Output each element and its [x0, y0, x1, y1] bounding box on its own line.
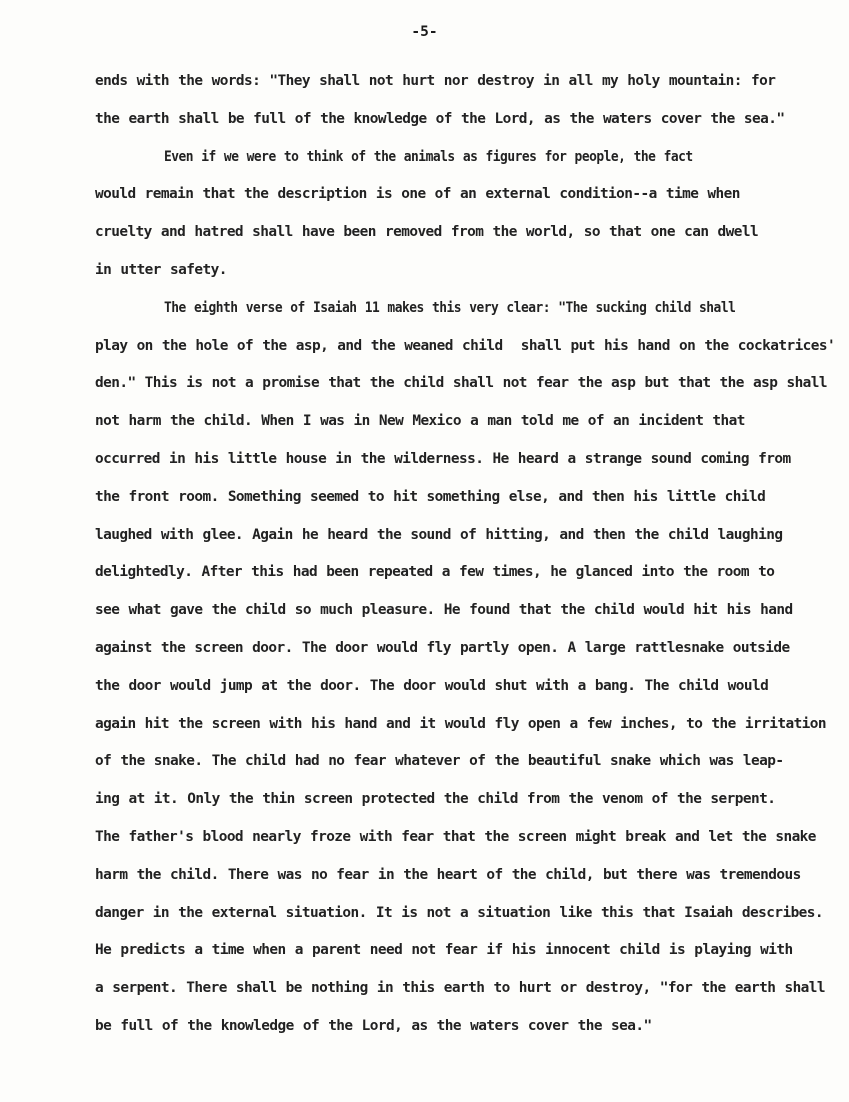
- text-line: ing at it. Only the thin screen protected the child from the venom of the serpent.: [95, 791, 776, 808]
- page-number: -5-: [411, 24, 438, 40]
- text-line: occurred in his little house in the wilderness. He heard a strange sound coming from: [95, 450, 791, 467]
- text-line: the front room. Something seemed to hit something else, and then his little child: [95, 488, 766, 505]
- text-line: harm the child. There was no fear in the heart of the child, but there was tremendous: [95, 866, 801, 883]
- text-line: again hit the screen with his hand and it would fly open a few inches, to the irritation: [95, 715, 827, 732]
- text-line: danger in the external situation. It is not a situation like this that Isaiah describes.: [95, 904, 824, 921]
- text-line: in utter safety.: [95, 261, 227, 278]
- text-line: the earth shall be full of the knowledge of the Lord, as the waters cover the sea.": [95, 110, 785, 127]
- text-line: He predicts a time when a parent need not fear if his innocent child is playing with: [95, 942, 793, 959]
- text-line: The father's blood nearly froze with fear that the screen might break and let the snake: [95, 828, 816, 845]
- text-line: be full of the knowledge of the Lord, as the waters cover the sea.": [95, 1017, 652, 1034]
- text-line: Even if we were to think of the animals as figures for people, the fact: [163, 148, 693, 165]
- text-line: delightedly. After this had been repeated a few times, he glanced into the room to: [95, 564, 775, 581]
- text-line: against the screen door. The door would fly partly open. A large rattlesnake outside: [95, 639, 790, 656]
- text-line: a serpent. There shall be nothing in this earth to hurt or destroy, "for the earth shall: [95, 980, 826, 997]
- text-line: not harm the child. When I was in New Mexico a man told me of an incident that: [95, 413, 745, 430]
- text-line: ends with the words: "They shall not hurt nor destroy in all my holy mountain: for: [95, 73, 776, 89]
- text-line: would remain that the description is one of an external condition--a time when: [95, 186, 740, 203]
- text-line: see what gave the child so much pleasure. He found that the child would hit his hand: [95, 602, 793, 619]
- text-line: laughed with glee. Again he heard the sound of hitting, and then the child laughing: [95, 526, 783, 543]
- text-line: cruelty and hatred shall have been removed from the world, so that one can dwell: [95, 224, 759, 241]
- text-line: den." This is not a promise that the child shall not fear the asp but that the asp shall: [95, 375, 828, 392]
- text-line: of the snake. The child had no fear whatever of the beautiful snake which was leap-: [95, 753, 784, 770]
- text-line: The eighth verse of Isaiah 11 makes this very clear: "The sucking child shall: [163, 299, 736, 316]
- text-line: the door would jump at the door. The door would shut with a bang. The child would: [95, 677, 769, 694]
- text-line: play on the hole of the asp, and the weaned child shall put his hand on the cockatrices': [95, 337, 836, 354]
- body-text: [95, 63, 835, 1046]
